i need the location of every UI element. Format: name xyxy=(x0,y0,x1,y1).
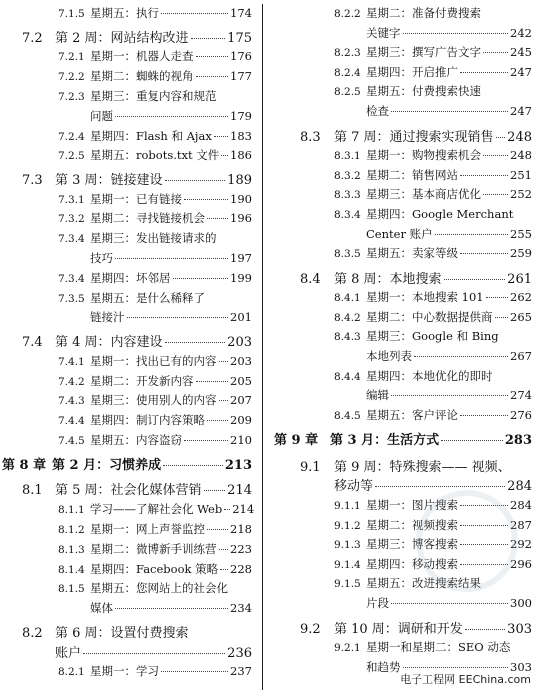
toc-entry-title: 星期三：使用别人的内容 xyxy=(90,393,217,408)
toc-entry xyxy=(58,373,252,388)
toc-entry-number: 9.1.1 xyxy=(334,500,361,512)
toc-entry-page: 267 xyxy=(510,349,532,363)
toc-entry-number: 8.2.2 xyxy=(334,8,361,20)
toc-entry-number: 8.1.5 xyxy=(58,583,85,596)
toc-entry-page: 218 xyxy=(230,522,252,536)
toc-entry-page: 251 xyxy=(510,167,532,182)
toc-dot-leader xyxy=(495,317,509,318)
toc-entry-number: 8.3.1 xyxy=(334,150,361,163)
toc-dot-leader xyxy=(196,381,229,382)
toc-entry-page: 265 xyxy=(510,309,532,324)
toc-entry-number: 8.4.1 xyxy=(334,292,361,305)
toc-entry xyxy=(58,312,252,324)
toc-entry-number: 9.1 xyxy=(300,459,321,475)
toc-entry xyxy=(334,106,532,118)
toc-dot-leader xyxy=(196,56,229,57)
toc-entry-number: 8.4 xyxy=(300,271,321,287)
toc-entry-number: 7.3.2 xyxy=(58,213,85,226)
toc-entry-title: 学习——了解社会化 Web xyxy=(90,502,223,517)
toc-entry-page: 234 xyxy=(230,601,252,616)
toc-entry-title: 媒体 xyxy=(90,601,113,616)
toc-entry-title: 星期五：是什么稀释了 xyxy=(90,290,205,305)
toc-entry-number: 8.3.2 xyxy=(334,169,361,182)
watermark: 电子工程网 EEChina.com xyxy=(400,673,531,686)
toc-entry-page: 237 xyxy=(230,664,252,679)
toc-dot-leader xyxy=(460,415,508,416)
toc-entry xyxy=(334,248,532,260)
toc-entry xyxy=(334,226,532,241)
toc-entry-title: 关键字 xyxy=(366,25,401,40)
toc-dot-leader xyxy=(414,356,508,357)
toc-entry xyxy=(58,541,252,556)
toc-entry xyxy=(58,128,252,143)
toc-entry xyxy=(58,8,252,20)
toc-entry-page: 292 xyxy=(510,537,532,552)
toc-entry-title: 第 8 周：本地搜索 xyxy=(334,271,442,287)
toc-dot-leader xyxy=(391,111,508,112)
toc-entry-title: 星期一：已有链接 xyxy=(90,191,182,206)
toc-entry-page: 189 xyxy=(227,172,252,188)
toc-entry-title: 链接汁 xyxy=(90,310,125,325)
toc-entry-page: 214 xyxy=(227,483,252,499)
toc-entry-title: 第 9 周：特殊搜索—— 视频、 xyxy=(334,459,511,475)
toc-dot-leader xyxy=(204,490,226,491)
faint-seal-mark xyxy=(416,490,518,592)
toc-entry-number: 7.3.1 xyxy=(58,193,85,206)
toc-entry-page: 213 xyxy=(224,457,252,473)
toc-entry xyxy=(58,561,252,576)
toc-entry-number: 7.3.5 xyxy=(58,292,85,305)
toc-entry xyxy=(58,191,252,206)
toc-entry xyxy=(334,47,532,59)
toc-entry-number: 9.1.4 xyxy=(334,558,361,571)
toc-entry-title: 星期五：卖家等级 xyxy=(366,246,458,261)
toc-entry xyxy=(334,64,532,79)
toc-entry-number: 7.2.1 xyxy=(58,51,85,64)
toc-dot-leader xyxy=(196,76,229,77)
toc-entry-number: 7.4.2 xyxy=(58,375,85,388)
toc-entry-page: 261 xyxy=(507,271,532,287)
toc-entry-title: 和趋势 xyxy=(366,659,401,674)
toc-entry-title: 星期四：Flash 和 Ajax xyxy=(90,128,212,143)
toc-entry-title: 星期二：视频搜索 xyxy=(366,517,458,532)
toc-entry xyxy=(58,583,252,595)
toc-entry-title: 检查 xyxy=(366,104,389,118)
toc-entry-number: 9.2.1 xyxy=(334,642,361,655)
toc-entry xyxy=(58,395,252,407)
toc-entry xyxy=(58,603,252,615)
toc-entry-number: 8.2 xyxy=(22,625,43,641)
toc-dot-leader xyxy=(220,569,228,570)
toc-entry-number: 7.3.4 xyxy=(58,272,85,285)
toc-dot-leader xyxy=(496,137,506,138)
toc-entry-title: 账户 xyxy=(55,645,82,661)
toc-entry-page: 300 xyxy=(510,596,532,610)
toc-entry-title: 星期四：开启推广 xyxy=(366,64,458,79)
toc-entry-number: 7.1.5 xyxy=(58,8,85,20)
toc-dot-leader xyxy=(219,549,229,550)
toc-entry xyxy=(334,351,532,363)
toc-entry-page: 228 xyxy=(230,561,252,576)
toc-entry-number: 7.2.4 xyxy=(58,130,85,143)
toc-entry xyxy=(22,174,252,187)
toc-dot-leader xyxy=(391,395,508,396)
toc-entry-page: 175 xyxy=(227,30,252,46)
toc-dot-leader xyxy=(115,258,228,259)
toc-dot-leader xyxy=(214,136,228,137)
toc-entry-title: 星期四：Facebook 策略 xyxy=(90,561,219,576)
toc-entry-number: 8.3.4 xyxy=(334,208,361,221)
toc-entry-title: 星期三：基本商店优化 xyxy=(366,187,481,202)
toc-entry-page: 183 xyxy=(230,128,252,143)
toc-entry-title: 星期一和星期二：SEO 动态 xyxy=(366,640,511,655)
toc-entry-title: 星期二：微博新手训练营 xyxy=(90,541,217,556)
toc-dot-leader xyxy=(483,155,508,156)
toc-entry-page: 214 xyxy=(232,502,255,517)
toc-dot-leader xyxy=(460,72,508,73)
toc-entry xyxy=(22,647,252,660)
toc-dot-leader xyxy=(460,175,508,176)
toc-entry-page: 247 xyxy=(510,104,532,118)
toc-entry-title: 编辑 xyxy=(366,388,389,403)
toc-entry-title: 星期五：客户评论 xyxy=(366,407,458,422)
toc-entry xyxy=(58,290,252,305)
toc-entry-page: 199 xyxy=(230,270,252,285)
toc-dot-leader xyxy=(460,253,508,254)
toc-entry-page: 303 xyxy=(507,621,532,637)
toc-dot-leader xyxy=(207,529,228,530)
toc-entry-title: 星期三：发出链接请求的 xyxy=(90,231,217,246)
toc-entry xyxy=(334,642,532,654)
toc-entry-title: 问题 xyxy=(90,108,113,123)
toc-entry-page: 177 xyxy=(230,69,252,84)
toc-entry-number: 7.4 xyxy=(22,334,43,350)
toc-dot-leader xyxy=(483,52,508,53)
toc-entry xyxy=(58,502,255,517)
toc-entry-page: 201 xyxy=(230,310,252,325)
toc-entry-title: 星期一：学习 xyxy=(90,664,159,679)
toc-entry xyxy=(22,336,252,349)
toc-entry-number: 7.4.5 xyxy=(58,434,85,447)
toc-entry-title: 星期一：找出已有的内容 xyxy=(90,353,217,368)
toc-entry-page: 176 xyxy=(230,49,252,64)
toc-entry-number: 8.4.3 xyxy=(334,331,361,344)
toc-entry-title: 星期二：销售网站 xyxy=(366,167,458,182)
toc-dot-leader xyxy=(219,361,229,362)
toc-entry xyxy=(22,627,252,640)
toc-entry xyxy=(334,8,532,20)
toc-entry-title: 星期四：制订内容策略 xyxy=(90,413,205,428)
toc-entry-number: 8.2.3 xyxy=(334,47,361,60)
toc-entry-title: 星期一：机器人走查 xyxy=(90,49,194,64)
toc-entry xyxy=(334,309,532,324)
toc-entry-page: 283 xyxy=(504,433,532,449)
toc-entry-title: 星期五：改进搜索结果 xyxy=(366,576,481,591)
toc-entry-number: 9.2 xyxy=(300,621,321,637)
toc-entry xyxy=(334,578,532,590)
toc-entry-number: 7.2 xyxy=(22,30,43,46)
toc-entry xyxy=(58,150,252,162)
toc-entry xyxy=(334,86,532,98)
toc-dot-leader xyxy=(161,13,228,14)
toc-entry-page: 296 xyxy=(510,556,532,571)
toc-entry-title: 第 7 周：通过搜索实现销售 xyxy=(334,129,494,145)
toc-dot-leader xyxy=(435,234,508,235)
toc-dot-leader xyxy=(483,194,508,195)
toc-entry-title: 第 3 月：生活方式 xyxy=(330,433,440,449)
toc-entry xyxy=(300,273,532,286)
toc-entry-title: 星期五：付费搜索快速 xyxy=(366,84,481,99)
toc-dot-leader xyxy=(127,317,229,318)
toc-entry-number: 9.1.2 xyxy=(334,519,361,532)
toc-entry-number: 8.1.3 xyxy=(58,543,85,556)
toc-entry-title: 星期四：坏邻居 xyxy=(90,270,171,285)
toc-entry-number: 8.2.4 xyxy=(334,66,361,79)
toc-entry-page: 236 xyxy=(227,645,252,661)
toc-entry-title: 星期五：robots.txt 文件 xyxy=(90,148,220,163)
toc-entry-number: 8.3.5 xyxy=(334,248,361,261)
toc-entry-page: 196 xyxy=(230,211,252,226)
toc-entry-page: 247 xyxy=(510,64,532,79)
toc-entry xyxy=(58,71,252,83)
toc-entry-title: 星期三：重复内容和规范 xyxy=(90,88,217,103)
toc-entry-title: 星期四：移动搜索 xyxy=(366,556,458,571)
toc-entry xyxy=(334,189,532,201)
toc-entry xyxy=(22,484,252,497)
toc-dot-leader xyxy=(486,297,508,298)
toc-entry-number: 8.1.4 xyxy=(58,563,85,576)
toc-entry xyxy=(334,407,532,422)
toc-entry-title: 星期五：执行 xyxy=(90,6,159,20)
toc-entry-page: 262 xyxy=(510,290,532,305)
toc-entry xyxy=(58,108,252,123)
toc-entry-page: 252 xyxy=(510,187,532,202)
toc-entry-number: 7.3.4 xyxy=(58,233,85,246)
toc-entry xyxy=(334,390,532,402)
toc-entry-page: 203 xyxy=(230,353,252,368)
toc-entry-page: 287 xyxy=(510,517,532,532)
toc-entry-title: 本地列表 xyxy=(366,349,412,363)
toc-dot-leader xyxy=(224,509,230,510)
toc-entry xyxy=(274,434,532,447)
toc-dot-leader xyxy=(207,218,228,219)
toc-entry-title: 星期五：您网站上的社会化 xyxy=(90,581,228,596)
toc-entry-title: 第 2 周：网站结构改进 xyxy=(55,30,189,46)
toc-entry-page: 186 xyxy=(230,148,252,163)
toc-dot-leader xyxy=(165,180,226,181)
toc-entry xyxy=(58,51,252,63)
toc-entry-page: 190 xyxy=(230,191,252,206)
toc-entry xyxy=(334,292,532,304)
toc-entry-page: 245 xyxy=(510,45,532,60)
toc-entry-page: 255 xyxy=(510,226,532,241)
toc-dot-leader xyxy=(219,400,229,401)
toc-entry xyxy=(58,666,252,678)
toc-entry-number: 8.4.2 xyxy=(334,311,361,324)
toc-entry-title: 第 6 周：设置付费搜索 xyxy=(55,625,189,641)
toc-entry-page: 223 xyxy=(230,541,252,556)
toc-dot-leader xyxy=(191,38,226,39)
toc-entry xyxy=(58,524,252,536)
toc-dot-leader xyxy=(441,440,503,441)
toc-dot-leader xyxy=(115,116,228,117)
toc-entry-number: 7.3 xyxy=(22,172,43,188)
toc-entry-page: 248 xyxy=(510,148,532,163)
toc-entry-title: 第 10 周：调研和开发 xyxy=(334,621,463,637)
toc-dot-leader xyxy=(163,465,223,466)
toc-entry-number: 8.3.3 xyxy=(334,189,361,202)
toc-entry-number: 7.4.4 xyxy=(58,415,85,428)
toc-entry-number: 8.1.1 xyxy=(58,504,85,517)
toc-entry-number: 7.4.3 xyxy=(58,395,85,408)
toc-entry-title: 星期一：本地搜索 101 xyxy=(366,290,484,305)
toc-entry-title: 星期二：中心数据提供商 xyxy=(366,309,493,324)
toc-dot-leader xyxy=(465,629,505,630)
toc-entry-number: 7.4.1 xyxy=(58,355,85,368)
toc-entry-page: 209 xyxy=(230,413,252,428)
toc-entry-title: 星期三：博客搜索 xyxy=(366,537,458,552)
toc-entry-title: 第 4 周：内容建设 xyxy=(55,334,163,350)
toc-entry xyxy=(58,213,252,225)
toc-entry-page: 205 xyxy=(230,373,252,388)
toc-entry-title: Center 账户 xyxy=(366,226,433,241)
toc-dot-leader xyxy=(165,342,226,343)
toc-entry-page: 284 xyxy=(507,479,532,495)
toc-entry-number: 8.4.4 xyxy=(334,370,361,383)
toc-entry-title: 星期四：Google Merchant xyxy=(366,206,514,221)
toc-entry-page: 248 xyxy=(507,129,532,145)
toc-entry-title: 星期二：寻找链接机会 xyxy=(90,211,205,226)
toc-entry-title: 星期二：开发新内容 xyxy=(90,373,194,388)
toc-entry-number: 第 9 章 xyxy=(274,433,319,449)
toc-dot-leader xyxy=(83,653,225,654)
column-divider xyxy=(262,4,263,690)
toc-entry-title: 星期三：Google 和 Bing xyxy=(366,329,499,344)
toc-entry xyxy=(58,253,252,265)
toc-entry-number: 7.2.2 xyxy=(58,71,85,84)
toc-dot-leader xyxy=(221,155,228,156)
toc-entry-title: 星期三：撰写广告文字 xyxy=(366,45,481,60)
toc-entry-title: 星期二：准备付费搜索 xyxy=(366,6,481,20)
toc-entry-number: 7.2.3 xyxy=(58,90,85,103)
toc-entry xyxy=(58,270,252,285)
toc-entry-title: 星期二：蜘蛛的视角 xyxy=(90,69,194,84)
toc-entry-number: 7.2.5 xyxy=(58,150,85,163)
toc-entry-number: 8.1 xyxy=(22,483,43,499)
toc-entry xyxy=(300,131,532,144)
toc-entry-title: 星期一：购物搜索机会 xyxy=(366,148,481,163)
toc-entry-title: 星期一：网上声誉监控 xyxy=(90,522,205,536)
toc-entry-number: 8.4.5 xyxy=(334,409,361,422)
toc-entry-title: 技巧 xyxy=(90,251,113,265)
toc-entry-page: 207 xyxy=(230,393,252,408)
toc-entry-title: 星期一：图片搜索 xyxy=(366,498,458,512)
toc-entry-page: 210 xyxy=(230,432,252,447)
toc-entry-page: 174 xyxy=(230,6,252,20)
toc-dot-leader xyxy=(207,420,228,421)
toc-entry xyxy=(334,167,532,182)
toc-entry xyxy=(22,32,252,45)
toc-entry xyxy=(300,623,532,636)
toc-entry-number: 8.1.2 xyxy=(58,524,85,536)
toc-entry-page: 276 xyxy=(510,407,532,422)
toc-dot-leader xyxy=(184,199,228,200)
toc-entry xyxy=(300,461,532,474)
toc-entry-title: 移动等 xyxy=(334,479,374,495)
toc-entry-page: 179 xyxy=(230,108,252,123)
toc-dot-leader xyxy=(391,603,508,604)
toc-entry xyxy=(58,233,252,245)
toc-entry-title: 第 2 月：习惯养成 xyxy=(52,457,162,473)
toc-entry-page: 303 xyxy=(510,659,532,674)
toc-dot-leader xyxy=(375,486,505,487)
toc-entry-title: 第 3 周：链接建设 xyxy=(55,172,163,188)
toc-entry xyxy=(334,206,532,221)
toc-entry-number: 第 8 章 xyxy=(2,457,47,473)
toc-entry xyxy=(334,598,532,610)
toc-entry-number: 8.2.5 xyxy=(334,86,361,99)
toc-entry-page: 259 xyxy=(510,246,532,261)
toc-entry xyxy=(58,432,252,447)
toc-entry-title: 星期四：本地优化的即时 xyxy=(366,368,493,383)
toc-entry-title: 第 5 周：社会化媒体营销 xyxy=(55,483,202,499)
toc-entry xyxy=(58,353,252,368)
toc-entry-title: 星期五：内容盗窃 xyxy=(90,432,182,447)
toc-entry-page: 203 xyxy=(227,334,252,350)
toc-entry xyxy=(58,88,252,103)
toc-dot-leader xyxy=(115,608,228,609)
toc-entry-page: 242 xyxy=(510,25,532,40)
toc-entry-number: 9.1.3 xyxy=(334,539,361,552)
toc-dot-leader xyxy=(161,671,228,672)
toc-entry xyxy=(334,368,532,383)
toc-entry xyxy=(300,480,532,493)
toc-dot-leader xyxy=(403,667,509,668)
toc-entry-number: 8.2.1 xyxy=(58,666,85,679)
toc-dot-leader xyxy=(184,440,228,441)
toc-dot-leader xyxy=(444,279,506,280)
toc-dot-leader xyxy=(173,278,229,279)
toc-entry-number: 9.1.5 xyxy=(334,578,361,591)
toc-entry xyxy=(334,150,532,162)
toc-entry-number: 8.3 xyxy=(300,129,321,145)
toc-entry-page: 274 xyxy=(510,388,532,403)
toc-entry xyxy=(334,25,532,40)
toc-entry-title: 片段 xyxy=(366,596,389,610)
toc-entry-page: 284 xyxy=(510,498,532,512)
toc-dot-leader xyxy=(403,33,509,34)
toc-entry-page: 197 xyxy=(230,251,252,265)
toc-entry xyxy=(334,331,532,343)
toc-entry xyxy=(58,415,252,427)
toc-entry xyxy=(2,459,252,472)
